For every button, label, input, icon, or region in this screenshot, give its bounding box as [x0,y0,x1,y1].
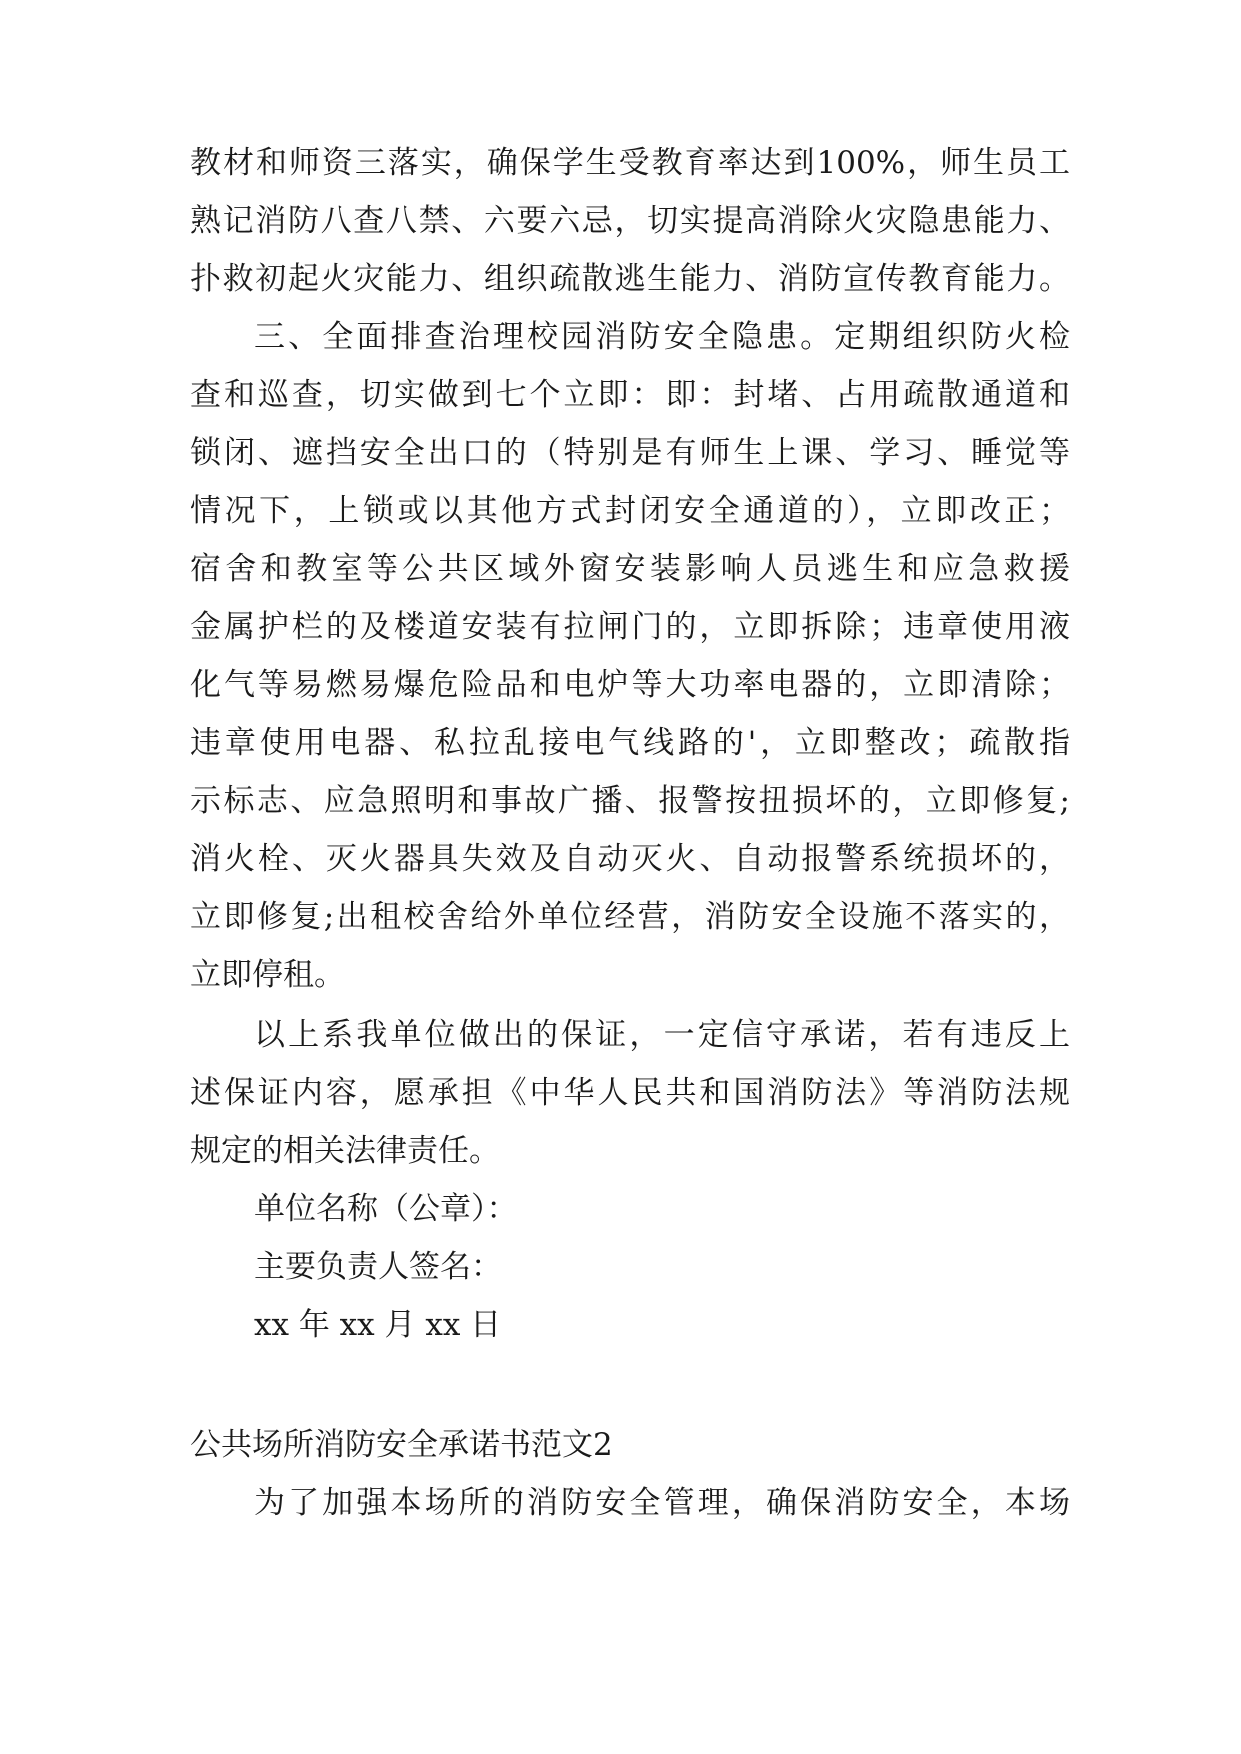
paragraph-2-line-12: 立即停租。 [190,957,345,993]
paragraph-3-line-1: 以上系我单位做出的保证，一定信守承诺，若有违反上 [254,1017,1070,1053]
paragraph-2-line-9: 示标志、应急照明和事故广播、报警按扭损坏的，立即修复; [190,783,1070,819]
paragraph-3-line-3: 规定的相关法律责任。 [190,1133,500,1169]
paragraph-2-line-6: 金属护栏的及楼道安装有拉闸门的，立即拆除；违章使用液 [190,609,1070,645]
paragraph-4-line-1: 为了加强本场所的消防安全管理，确保消防安全，本场 [254,1485,1070,1521]
signature-leader: 主要负责人签名： [254,1249,502,1285]
paragraph-1-line-2: 熟记消防八查八禁、六要六忌，切实提高消除火灾隐患能力、 [190,203,1070,239]
signature-unit-name: 单位名称（公章）： [254,1191,518,1227]
paragraph-1-line-3: 扑救初起火灾能力、组织疏散逃生能力、消防宣传教育能力。 [190,261,1070,297]
paragraph-3-line-2: 述保证内容，愿承担《中华人民共和国消防法》等消防法规 [190,1075,1070,1111]
paragraph-2-line-1: 三、全面排查治理校园消防安全隐患。定期组织防火检 [254,319,1070,355]
paragraph-2-line-8: 违章使用电器、私拉乱接电气线路的'，立即整改；疏散指 [190,725,1070,761]
paragraph-2-line-3: 锁闭、遮挡安全出口的（特别是有师生上课、学习、睡觉等 [190,435,1070,471]
signature-date: xx 年 xx 月 xx 日 [254,1307,502,1343]
section-title: 公共场所消防安全承诺书范文2 [190,1427,613,1463]
paragraph-2-line-4: 情况下，上锁或以其他方式封闭安全通道的），立即改正； [190,493,1070,529]
paragraph-2-line-2: 查和巡查，切实做到七个立即：即：封堵、占用疏散通道和 [190,377,1070,413]
paragraph-2-line-10: 消火栓、灭火器具失效及自动灭火、自动报警系统损坏的， [190,841,1070,877]
paragraph-2-line-7: 化气等易燃易爆危险品和电炉等大功率电器的，立即清除； [190,667,1070,703]
paragraph-2-line-11: 立即修复;出租校舍给外单位经营，消防安全设施不落实的， [190,899,1070,935]
paragraph-1-line-1: 教材和师资三落实，确保学生受教育率达到100%，师生员工 [190,145,1070,181]
paragraph-2-line-5: 宿舍和教室等公共区域外窗安装影响人员逃生和应急救援 [190,551,1070,587]
